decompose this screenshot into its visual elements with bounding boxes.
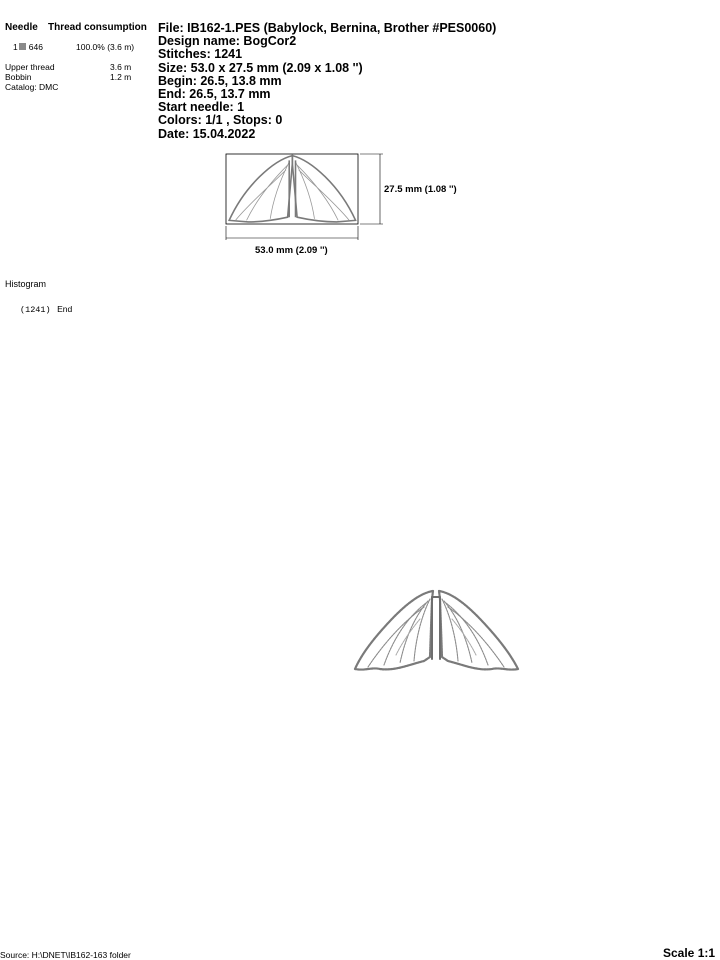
histogram-entry [20,299,72,317]
begin-line: Begin: 26.5, 13.8 mm [158,73,282,88]
start-needle-line: Start needle: 1 [158,100,245,115]
moth-thumbnail-icon [229,156,355,222]
design-thumbnail [220,148,390,260]
thread-consumption-value: 100.0% (3.6 m) [76,42,135,52]
end-line: End: 26.5, 13.7 mm [158,87,271,102]
thread-consumption-header: Thread consumption [48,22,147,33]
colors-stops-line: Colors: 1/1 , Stops: 0 [158,113,283,128]
scale-label: Scale 1:1 [663,946,716,960]
histogram-count: (1241) [20,305,51,315]
upper-thread-value: 3.6 m [110,62,132,72]
size-line: Size: 53.0 x 27.5 mm (2.09 x 1.08 '') [158,60,363,75]
height-dimension-label: 27.5 mm (1.08 '') [384,184,457,195]
moth-design-icon [350,585,525,680]
width-dimension-label: 53.0 mm (2.09 '') [255,245,328,256]
upper-thread-label: Upper thread [5,62,55,72]
color-code: 646 [28,42,43,52]
design-info [158,22,496,141]
needle-header: Needle [5,22,38,33]
thread-row [13,42,43,52]
bobbin-value: 1.2 m [110,72,132,82]
catalog-label: Catalog: DMC [5,82,59,92]
date-line: Date: 15.04.2022 [158,126,256,141]
histogram-label: End [57,304,73,314]
source-path: Source: H:\DNET\IB162-163 folder [0,950,131,960]
color-swatch [19,43,26,50]
histogram-title: Histogram [5,279,47,289]
stitches-line: Stitches: 1241 [158,47,243,62]
needle-number: 1 [13,42,18,52]
design-name-line: Design name: BogCor2 [158,34,297,49]
bobbin-label: Bobbin [5,72,32,82]
file-line: File: IB162-1.PES (Babylock, Bernina, Brother #PES0060) [158,21,497,35]
